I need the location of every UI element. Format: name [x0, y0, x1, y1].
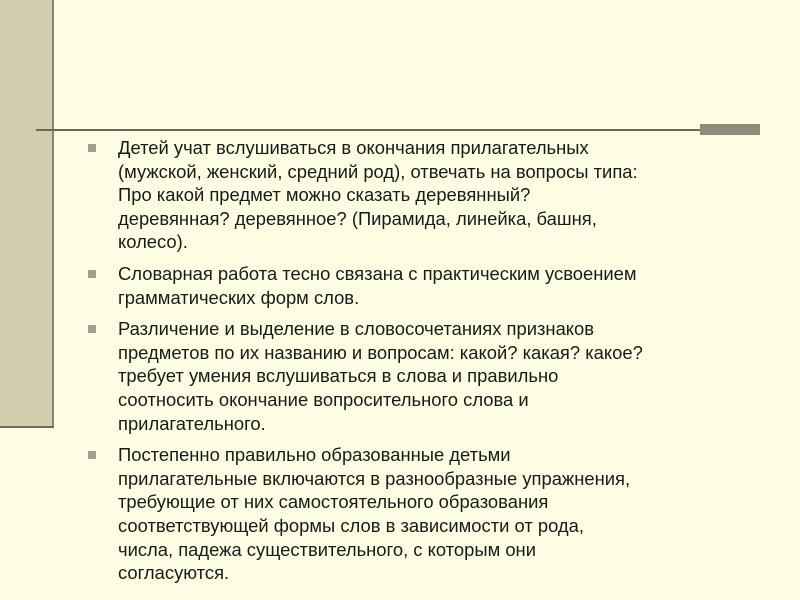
bullet-line: Словарная работа тесно связана с практическим усвоением — [118, 262, 637, 284]
square-bullet-icon — [88, 325, 96, 333]
bullet-line: требует умения вслушиваться в слова и правильно — [118, 365, 559, 387]
bullet-line: соответствующей формы слов в зависимости от рода, — [118, 514, 584, 536]
side-decoration-foot — [0, 426, 54, 428]
square-bullet-icon — [88, 270, 96, 278]
bullet-line: соотносить окончание вопросительного слова и — [118, 388, 529, 410]
bullet-line: числа, падежа существительного, с которым они — [118, 538, 536, 560]
square-bullet-icon — [88, 451, 96, 459]
bullet-line: прилагательные включаются в разнообразные упражнения, — [118, 467, 631, 489]
bullet-line: прилагательного. — [118, 412, 266, 434]
bullet-line: Детей учат вслушиваться в окончания прилагательных — [118, 137, 589, 158]
bullet-item-3 — [88, 317, 768, 435]
bullet-line: предметов по их названию и вопросам: какой? какая? какое? — [118, 341, 643, 363]
square-bullet-icon — [88, 144, 96, 152]
bullet-line: Постепенно правильно образованные детьми — [118, 444, 511, 466]
bullet-line: (мужской, женский, средний род), отвечать на вопросы типа: — [118, 160, 638, 182]
title-divider-line — [36, 129, 760, 131]
bullet-line: согласуются. — [118, 562, 230, 584]
bullet-item-2 — [88, 262, 768, 309]
side-decoration-bar — [0, 0, 54, 427]
bullet-item-1 — [88, 136, 768, 254]
divider-accent-block — [700, 124, 760, 135]
bullet-item-4 — [88, 443, 768, 585]
bullet-line: Про какой предмет можно сказать деревянный? — [118, 184, 531, 206]
bullet-line: Различение и выделение в словосочетаниях признаков — [118, 318, 595, 340]
bullet-list — [88, 136, 768, 593]
bullet-line: требующие от них самостоятельного образования — [118, 491, 549, 513]
bullet-line: деревянная? деревянное? (Пирамида, линейка, башня, — [118, 207, 597, 229]
bullet-line: колесо). — [118, 231, 188, 253]
bullet-line: грамматических форм слов. — [118, 286, 360, 308]
